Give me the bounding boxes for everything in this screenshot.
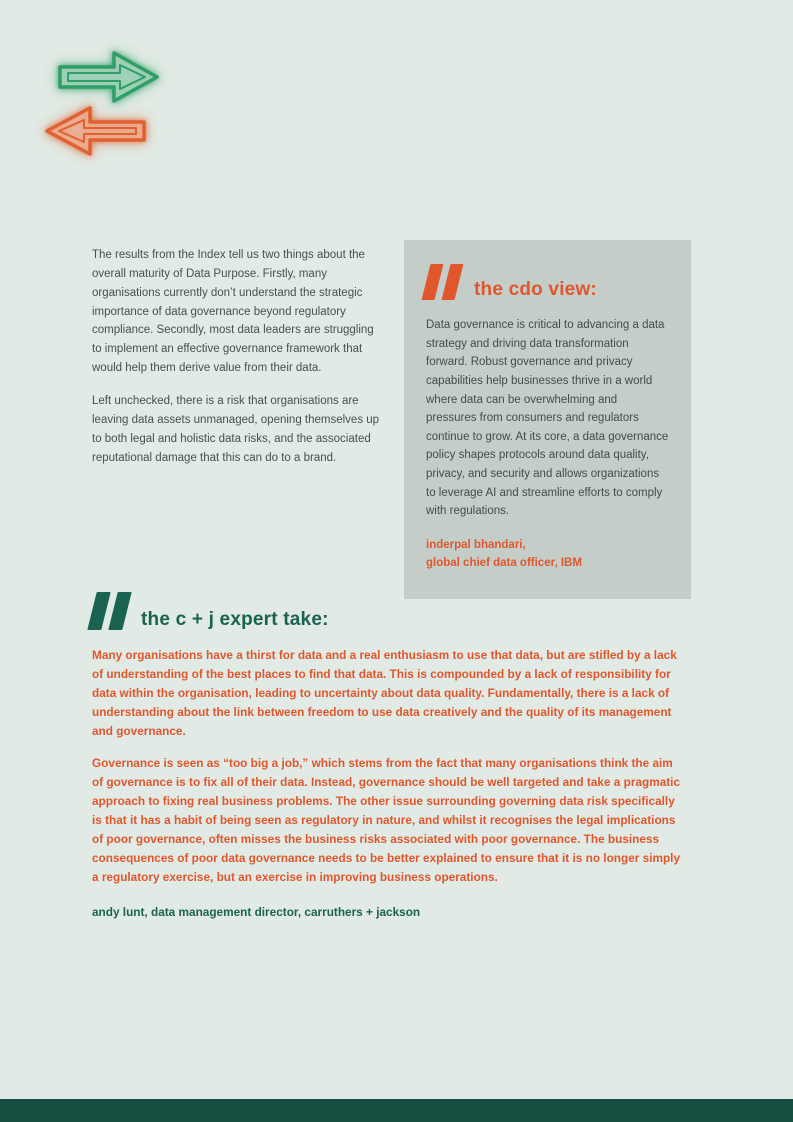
- quote-marks-icon: [422, 264, 464, 300]
- cdo-view-header: [426, 264, 669, 300]
- cdo-attribution-name: inderpal bhandari,: [426, 538, 526, 551]
- expert-take-paragraph-1: Many organisations have a thirst for data and a real enthusiasm to use that data, but are stifled by a lack of understanding of the best places to find that data. This is compounded by a lack of responsibility for data within the organisation, leading to uncertainty about data quality. Fundamentally, there is a lack of understanding about the link between freedom to use data creatively and the quality of its management and governance.: [92, 648, 677, 738]
- cdo-view-heading: the cdo view:: [474, 279, 597, 300]
- intro-text-column: [92, 246, 382, 467]
- intro-paragraph-1: The results from the Index tell us two things about the overall maturity of Data Purpose. Firstly, many organisations currently don’t understand the strategic importance of data governance beyond regulatory compliance. Secondly, most data leaders are struggling to implement an effective governance framework that would help them derive value from their data.: [92, 249, 374, 375]
- expert-take-paragraph-2: Governance is seen as “too big a job,” which stems from the fact that many organisations think the aim of governance is to fix all of their data. Instead, governance should be well targeted and take a pragmatic approach to fixing real business problems. The other issue surrounding governing data risk specifically is that it has a habit of being seen as regulatory in nature, and whilst it recognises the legal implications of poor governance, often misses the business risks associated with poor governance. The business consequences of poor data governance needs to be better explained to ensure that it is no longer simply a regulatory exercise, but an exercise in improving business operations.: [92, 756, 681, 884]
- expert-take-attribution: andy lunt, data management director, carruthers + jackson: [92, 904, 421, 919]
- neon-arrows-graphic: [38, 42, 218, 172]
- cdo-view-attribution: [426, 537, 669, 573]
- intro-paragraph-2: Left unchecked, there is a risk that organisations are leaving data assets unmanaged, opening themselves up to both legal and holistic data risks, and the associated reputational damage that this can do to a brand.: [92, 395, 380, 464]
- quote-marks-icon: [87, 592, 131, 630]
- expert-take-heading: the c + j expert take:: [141, 609, 329, 630]
- expert-take-section: [92, 592, 684, 919]
- cdo-attribution-title: global chief data officer, IBM: [426, 556, 582, 569]
- cdo-view-panel: [404, 240, 691, 599]
- cdo-view-body: Data governance is critical to advancing a data strategy and driving data transformation forward. Robust governance and privacy capabilities help businesses thrive in a world where data can be overwhelming and pressures from consumers and regulators continue to grow. At its core, a data governance policy shapes protocols around data quality, privacy, and security and allows organizations to leverage AI and streamline efforts to comply with regulations.: [426, 319, 669, 518]
- arrow-left-icon: [40, 102, 150, 160]
- footer-bar: [0, 1099, 793, 1122]
- arrow-right-icon: [54, 46, 164, 108]
- expert-take-header: [92, 592, 684, 630]
